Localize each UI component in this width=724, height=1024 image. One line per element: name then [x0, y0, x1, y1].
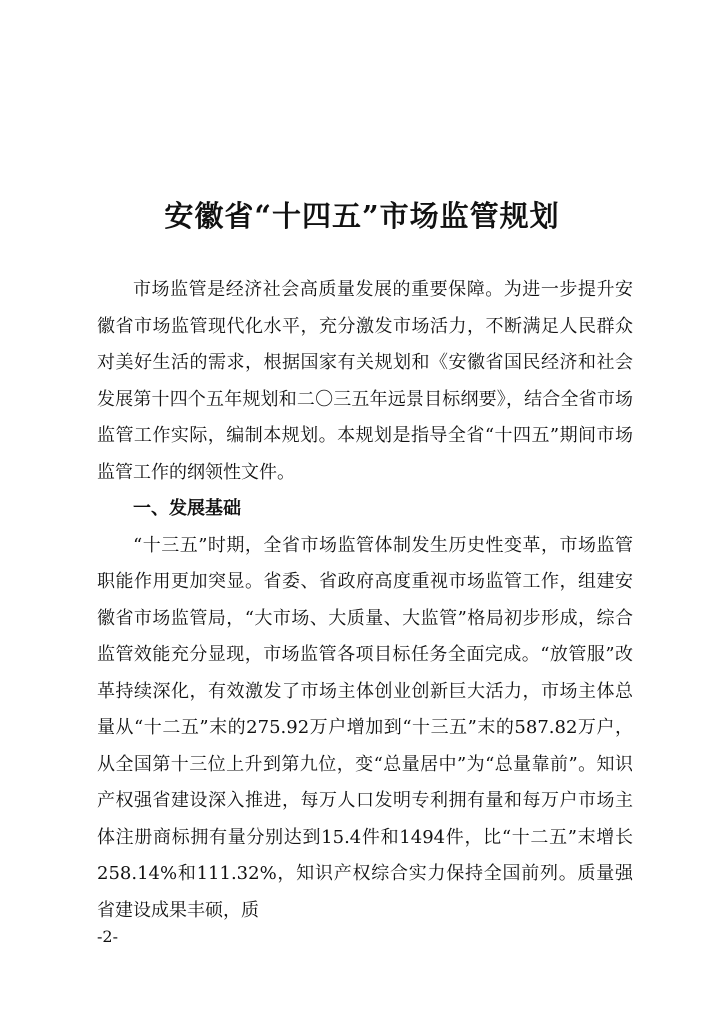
document-title: 安徽省“十四五”市场监管规划	[164, 199, 560, 233]
intro-paragraph: 市场监管是经济社会高质量发展的重要保障。为进一步提升安徽省市场监管现代化水平，充分激发市场活力，不断满足人民群众对美好生活的需求，根据国家有关规划和《安徽省国民经济和社会发展第十四个五年规划和二〇三五年远景目标纲要》，结合全省市场监管工作实际，编制本规划。本规划是指导全省“十四五”期间市场监管工作的纲领性文件。	[97, 279, 633, 483]
page-number: -2-	[97, 927, 118, 946]
section-paragraph: “十三五”时期，全省市场监管体制发生历史性变革，市场监管职能作用更加突显。省委、省政府高度重视市场监管工作，组建安徽省市场监管局，“大市场、大质量、大监管”格局初步形成，综合监管效能充分显现，市场监管各项目标任务全面完成。“放管服”改革持续深化，有效激发了市场主体创业创新巨大活力，市场主体总量从“十二五”末的275.92万户增加到“十三五”末的587.82万户，从全国第十三位上升到第九位，变“总量居中”为“总量靠前”。知识产权强省建设深入推进，每万人口发明专利拥有量和每万户市场主体注册商标拥有量分别达到15.4件和1494件，比“十二五”末增长258.14%和111.32%，知识产权综合实力保持全国前列。质量强省建设成果丰硕，质	[97, 534, 633, 921]
section-heading: 一、发展基础	[133, 498, 241, 519]
document-body	[97, 272, 633, 929]
